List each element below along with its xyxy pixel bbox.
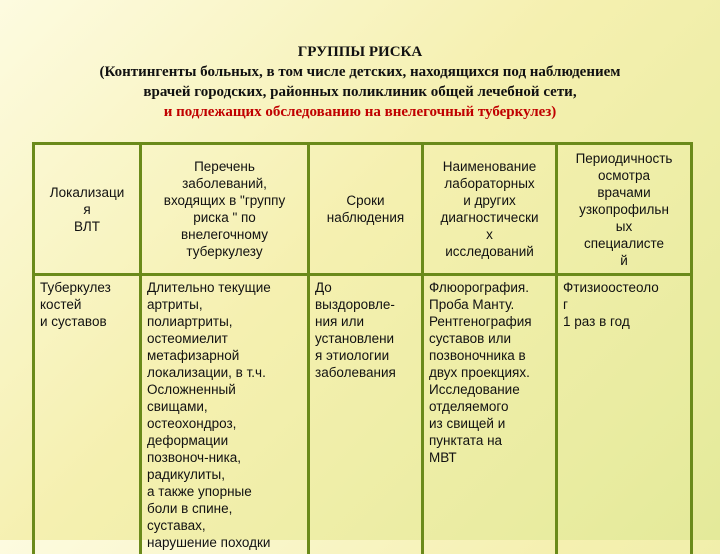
header-lab-tests-text: Наименование лабораторных и других диагностически х исследований (429, 158, 550, 260)
cell-exam-frequency-text: Фтизиоостеоло г 1 раз в год (563, 279, 685, 330)
cell-observation-period-text: До выздоровле- ния или установлени я этиологии заболевания (315, 279, 416, 381)
cell-disease-list (141, 275, 309, 554)
header-disease-list-text: Перечень заболеваний, входящих в "группу риска " по внелегочному туберкулезу (147, 158, 302, 260)
title-line-2: (Контингенты больных, в том числе детских, находящихся под наблюдением (20, 62, 700, 82)
table-header-row (34, 144, 692, 275)
risk-groups-table (32, 142, 693, 554)
table-row (34, 275, 692, 554)
cell-localization-text: Туберкулез костей и суставов (40, 279, 134, 330)
title-line-3: врачей городских, районных поликлиник общей лечебной сети, (20, 82, 700, 102)
header-lab-tests (423, 144, 557, 275)
title-line-4: и подлежащих обследованию на внелегочный туберкулез) (20, 102, 700, 122)
cell-localization (34, 275, 141, 554)
header-localization (34, 144, 141, 275)
header-localization-text: Локализаци я ВЛТ (40, 184, 134, 235)
cell-lab-tests-text: Флюорография. Проба Манту. Рентгенография суставов или позвоночника в двух проекциях. Исследование отделяемого из свищей и пунктата на МВТ (429, 279, 550, 466)
header-exam-frequency (557, 144, 692, 275)
cell-lab-tests (423, 275, 557, 554)
header-observation-period-text: Сроки наблюдения (315, 192, 416, 226)
title-line-1: ГРУППЫ РИСКА (20, 42, 700, 62)
page-title (20, 42, 700, 122)
cell-disease-list-text: Длительно текущие артриты, полиартриты, остеомиелит метафизарной локализации, в т.ч. Осложненный свищами, остеохондроз, деформации позвоноч-ника, радикулиты, а также упорные боли в спине, суставах, нарушение походки (147, 279, 302, 551)
cell-exam-frequency (557, 275, 692, 554)
header-observation-period (309, 144, 423, 275)
cell-observation-period (309, 275, 423, 554)
header-exam-frequency-text: Периодичность осмотра врачами узкопрофильн ых специалисте й (563, 150, 685, 269)
header-disease-list (141, 144, 309, 275)
